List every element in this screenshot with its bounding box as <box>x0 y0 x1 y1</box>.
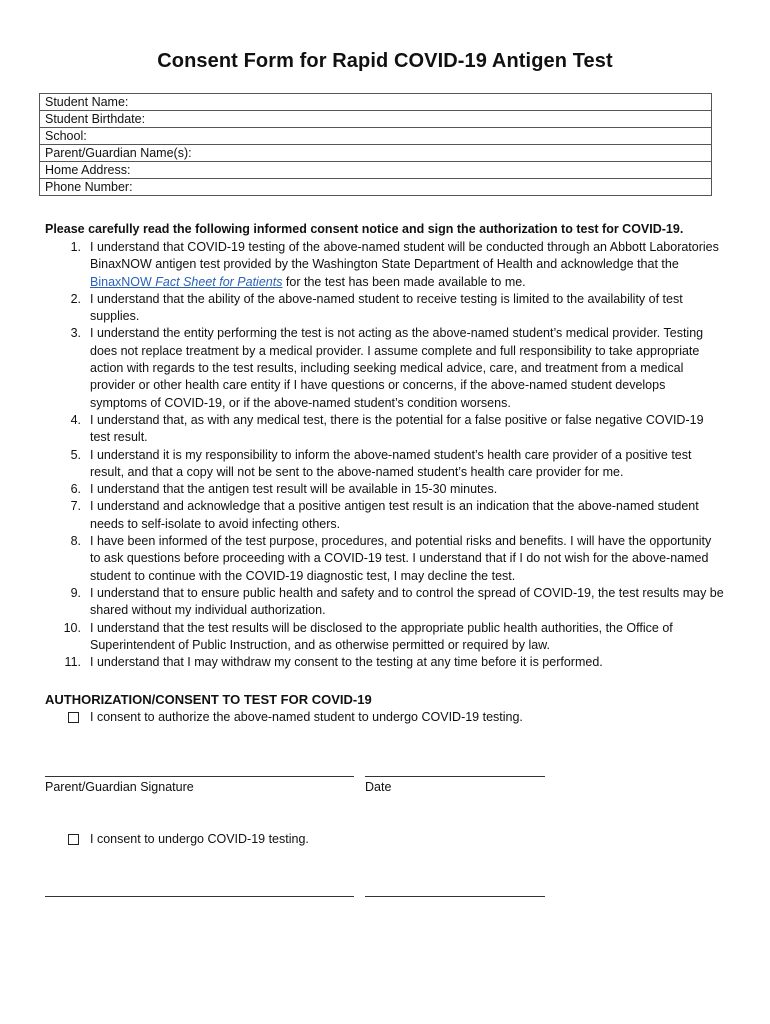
item-number: 4. <box>70 412 81 427</box>
item-text: I understand it is my responsibility to inform the above-named student’s health care provider of a positive test result, and that a copy will not be sent to the above-named student’s health care provider for me. <box>90 447 692 479</box>
list-item <box>45 533 725 585</box>
list-item <box>45 498 725 533</box>
home-address-field[interactable]: Home Address: <box>40 162 712 179</box>
item-text: I understand that the ability of the above-named student to receive testing is limited to the availability of test supplies. <box>90 291 683 324</box>
list-item <box>45 481 725 498</box>
school-field[interactable]: School: <box>40 128 712 145</box>
list-item <box>45 654 725 671</box>
item-number: 5. <box>70 447 81 462</box>
item-text: I understand that, as with any medical test, there is the potential for a false positive or false negative COVID-19 test result. <box>90 412 704 445</box>
student-birthdate-field[interactable]: Student Birthdate: <box>40 111 712 128</box>
list-item <box>45 412 725 447</box>
table-row <box>40 179 712 196</box>
phone-number-field[interactable]: Phone Number: <box>40 179 712 196</box>
table-row <box>40 162 712 179</box>
table-row <box>40 128 712 145</box>
student-name-field[interactable]: Student Name: <box>40 94 712 111</box>
item-text: I understand and acknowledge that a positive antigen test result is an indication that the above-named student needs to self-isolate to avoid infecting others. <box>90 499 699 531</box>
consent-statements-list <box>45 239 725 671</box>
item-number: 7. <box>70 499 81 514</box>
consent-self-label: I consent to undergo COVID-19 testing. <box>90 832 309 846</box>
consent-self-checkbox[interactable] <box>68 834 79 845</box>
item-text-after: for the test has been made available to me. <box>282 274 526 289</box>
item-text: I understand that the antigen test result will be available in 15-30 minutes. <box>90 482 498 497</box>
link-italic-text: Fact Sheet for Patients <box>155 274 283 289</box>
item-text: I have been informed of the test purpose, procedures, and potential risks and benefits. I will have the opportunity to ask questions before proceeding with a COVID-19 test. I understand that if I do not wish for the above-named student to continue with the COVID-19 diagnostic test, I may decline the test. <box>90 534 712 583</box>
consent-student-checkbox[interactable] <box>68 712 79 723</box>
consent-student-row <box>68 710 523 724</box>
list-item <box>45 239 725 291</box>
item-number: 3. <box>70 326 81 341</box>
self-date-line[interactable] <box>365 896 545 897</box>
form-title: Consent Form for Rapid COVID-19 Antigen Test <box>157 50 613 72</box>
table-row <box>40 111 712 128</box>
date-label: Date <box>365 780 392 794</box>
authorization-heading: AUTHORIZATION/CONSENT TO TEST FOR COVID-19 <box>45 692 372 707</box>
fact-sheet-link[interactable] <box>90 275 282 289</box>
table-row <box>40 145 712 162</box>
item-number: 9. <box>70 585 81 600</box>
date-line[interactable] <box>365 776 545 777</box>
link-text: BinaxNOW <box>90 274 156 289</box>
list-item <box>45 620 725 655</box>
parent-signature-line[interactable] <box>45 776 354 777</box>
student-info-table <box>39 93 712 196</box>
item-text: I understand that COVID-19 testing of the above-named student will be conducted through an Abbott Laboratories BinaxNOW antigen test provided by the Washington State Department of Health and acknowledge that the <box>90 240 719 272</box>
item-text: I understand that to ensure public health and safety and to control the spread of COVID-19, the test results may be shared without my individual authorization. <box>90 585 724 618</box>
item-number: 8. <box>70 534 81 549</box>
table-row <box>40 94 712 111</box>
item-number: 6. <box>70 482 81 497</box>
list-item <box>45 585 725 620</box>
parent-signature-label: Parent/Guardian Signature <box>45 780 194 794</box>
list-item <box>45 291 725 326</box>
self-signature-line[interactable] <box>45 896 354 897</box>
consent-student-label: I consent to authorize the above-named student to undergo COVID-19 testing. <box>90 710 523 724</box>
item-number: 10. <box>63 620 81 635</box>
item-text: I understand that the test results will be disclosed to the appropriate public health authorities, the Office of Superintendent of Public Instruction, and as otherwise permitted or required by law. <box>90 620 673 652</box>
item-number: 1. <box>70 240 81 254</box>
parent-guardian-name-field[interactable]: Parent/Guardian Name(s): <box>40 145 712 162</box>
item-text: I understand the entity performing the test is not acting as the above-named student’s medical provider. Testing does not replace treatment by a medical provider. I assume complete and full responsibility to take appropriate action with regards to the test results, including seeking medical advice, care, and treatment from a medical provider or other health care entity if I have questions or concerns, if the above-named student develops symptoms of COVID-19, or if the above-named student’s condition worsens. <box>90 326 704 410</box>
item-number: 11. <box>64 655 81 670</box>
item-text: I understand that I may withdraw my consent to the testing at any time before it is performed. <box>90 655 603 670</box>
consent-instructions: Please carefully read the following informed consent notice and sign the authorization to test for COVID-19. <box>45 222 684 236</box>
item-number: 2. <box>70 291 81 306</box>
list-item <box>45 325 725 411</box>
list-item <box>45 447 725 482</box>
consent-self-row <box>68 832 309 846</box>
